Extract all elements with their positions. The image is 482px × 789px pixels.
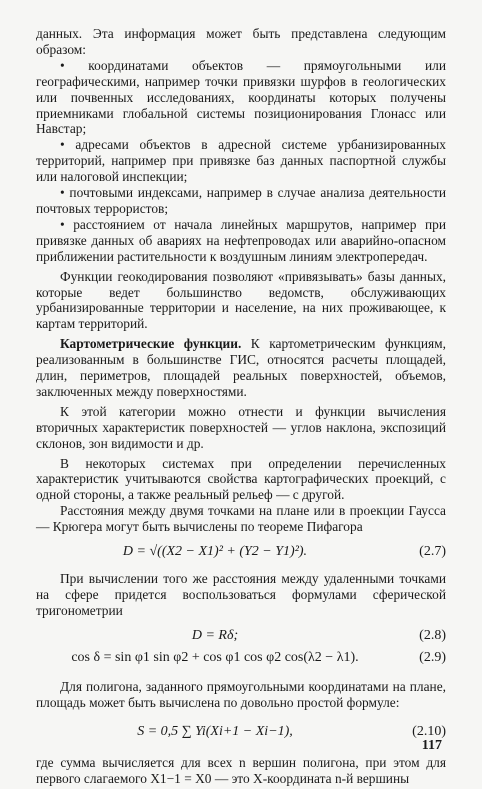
cartometric-heading: Картометрические функции. xyxy=(60,336,242,352)
paragraph-spherical: При вычислении того же расстояния между удаленными точками на сфере придется воспользоваться формулами сферической тригонометрии xyxy=(36,571,446,618)
page-number: 117 xyxy=(421,738,442,753)
formula-number: (2.10) xyxy=(412,723,446,739)
bullet-coordinates: • координатами объектов — прямоугольными или географическими, например точки привязки шурфов в геологических или почвенных исследованиях, координаты которых получены приемниками глобальной системы позиционирования Глонасс или Навстар; xyxy=(36,57,446,137)
paragraph-sum-explanation: где сумма вычисляется для всех n вершин полигона, при этом для первого слагаемого X1−1 = X0 — это X-координата n-й вершины xyxy=(36,754,446,786)
formula-expression: cos δ = sin φ1 sin φ2 + cos φ1 cos φ2 cos(λ2 − λ1). xyxy=(71,649,359,665)
formula-number: (2.9) xyxy=(419,649,446,665)
paragraph-cartometric xyxy=(36,336,446,400)
bullet-addresses: • адресами объектов в адресной системе урбанизированных территорий, например при привязке баз данных паспортной службы или налоговой инспекции; xyxy=(36,137,446,185)
formula-expression: D = Rδ; xyxy=(191,627,239,643)
formula-number: (2.7) xyxy=(419,544,446,560)
cartometric-text: К картометрическим функциям, реализованным в большинстве ГИС, относятся расчеты площадей, длин, периметров, площадей реальных поверхностей, объемов, заключенных между поверхностями. xyxy=(36,336,446,399)
paragraph-pythagoras: Расстояния между двумя точками на плане или в проекции Гаусса — Крюгера могут быть вычислены по теореме Пифагора xyxy=(36,503,446,535)
paragraph-secondary-characteristics: К этой категории можно отнести и функции вычисления вторичных характеристик поверхностей — углов наклона, экспозиций склонов, зон видимости и др. xyxy=(36,403,446,451)
bullet-postal-codes: • почтовыми индексами, например в случае анализа деятельности почтовых террористов; xyxy=(36,185,446,216)
formula-expression: D = √((X2 − X1)² + (Y2 − Y1)²). xyxy=(122,544,308,560)
paragraph-intro: данных. Эта информация может быть представлена следующим образом: xyxy=(36,26,446,57)
formula-number: (2.8) xyxy=(419,627,446,643)
paragraph-geocoding: Функции геокодирования позволяют «привязывать» базы данных, которые ведет большинство ведомств, обслуживающих урбанизированные территории и население, на них проживающее, к картам территорий. xyxy=(36,268,446,332)
formula-2-9 xyxy=(36,647,446,669)
formula-expression: S = 0,5 ∑ Yi(Xi+1 − Xi−1), xyxy=(137,723,293,739)
bullet-route-distance: • расстоянием от начала линейных маршрутов, например при привязке данных об авариях на нефтепроводах или аварийно-опасном приближении растительности к воздушным линиям электропередач. xyxy=(36,216,446,264)
formula-2-7 xyxy=(36,541,446,563)
paragraph-polygon-area: Для полигона, заданного прямоугольными координатами на плане, площадь может быть вычислена по довольно простой формуле: xyxy=(36,678,446,710)
paragraph-projections: В некоторых системах при определении перечисленных характеристик учитываются свойства картографических проекций, с одной стороны, а также реальный рельеф — с другой. xyxy=(36,455,446,503)
formula-2-8 xyxy=(36,625,446,647)
formula-2-10 xyxy=(36,721,446,743)
